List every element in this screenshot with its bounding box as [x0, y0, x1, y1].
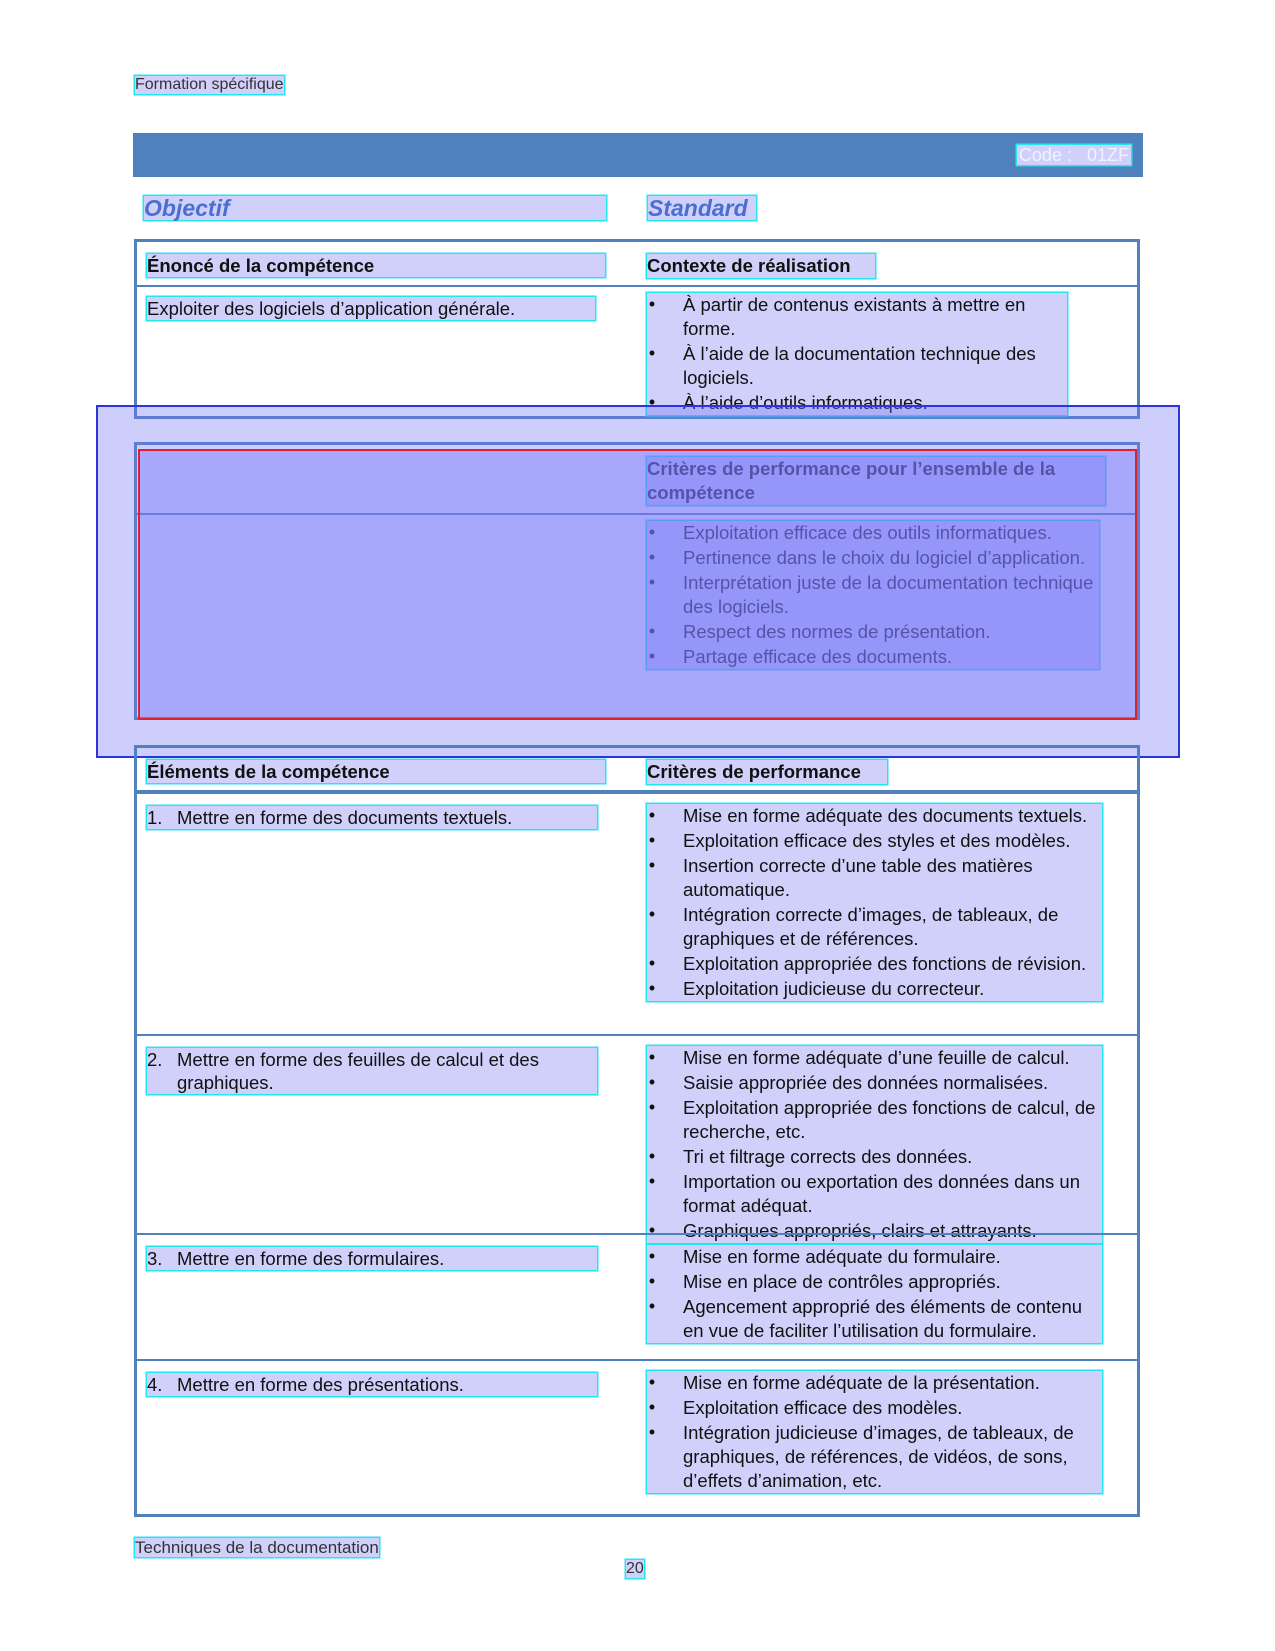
code-label-text: Code : [1018, 145, 1072, 165]
element-row [137, 1034, 1137, 1241]
element-label [147, 806, 597, 829]
list-item [647, 293, 1067, 341]
bullet-icon: • [648, 1422, 656, 1442]
performance-header: Critères de performance [647, 760, 887, 784]
bullet-icon: • [648, 805, 656, 825]
competency-statement: Exploiter des logiciels d’application générale. [147, 297, 595, 320]
list-item-text: Exploitation judicieuse du correcteur. [683, 978, 985, 999]
element-criteria-wrap [647, 804, 1102, 1002]
list-item [647, 977, 1102, 1001]
running-title: Formation spécifique [135, 76, 284, 93]
list-item [647, 1295, 1102, 1343]
statement-header: Énoncé de la compétence [147, 254, 605, 277]
list-item [647, 903, 1102, 951]
bullet-icon: • [648, 1097, 656, 1117]
list-item-text: Intégration judicieuse d’images, de tableaux, de graphiques, de références, de vidéos, de sons, d’effets d’animation, etc. [683, 1422, 1074, 1491]
list-item-text: Exploitation appropriée des fonctions de calcul, de recherche, etc. [683, 1097, 1096, 1142]
element-label [147, 1247, 597, 1270]
list-item-text: Pertinence dans le choix du logiciel d’application. [683, 547, 1086, 568]
list-item-text: Saisie appropriée des données normalisées. [683, 1072, 1049, 1093]
bullet-icon: • [648, 1171, 656, 1191]
bullet-icon: • [648, 1372, 656, 1392]
element-criteria-wrap [647, 1371, 1102, 1494]
element-criteria-list [647, 1245, 1102, 1343]
page-number: 20 [626, 1560, 644, 1577]
element-criteria-list [647, 1371, 1102, 1493]
bullet-icon: • [648, 1072, 656, 1092]
list-item-text: Exploitation efficace des modèles. [683, 1397, 963, 1418]
element-label [147, 1048, 597, 1094]
list-item-text: Agencement approprié des éléments de contenu en vue de faciliter l’utilisation du formulaire. [683, 1296, 1083, 1341]
elements-header: Éléments de la compétence [147, 760, 605, 783]
list-item [647, 1096, 1102, 1144]
list-item [647, 1421, 1102, 1493]
bullet-icon: • [648, 646, 656, 666]
list-item-text: Partage efficace des documents. [683, 646, 953, 667]
list-item-text: Mise en forme adéquate des documents textuels. [683, 805, 1088, 826]
context-list [647, 293, 1067, 415]
element-text: Mettre en forme des feuilles de calcul et des graphiques. [177, 1049, 539, 1093]
bullet-icon: • [648, 1296, 656, 1316]
elements-box [134, 745, 1140, 1517]
bullet-icon: • [648, 343, 656, 363]
list-item-text: Exploitation efficace des outils informatiques. [683, 522, 1052, 543]
element-number: 4. [147, 1374, 163, 1395]
list-item [647, 1371, 1102, 1395]
bullet-icon: • [648, 855, 656, 875]
statement-box [134, 239, 1140, 419]
bullet-icon: • [648, 1246, 656, 1266]
element-text: Mettre en forme des présentations. [177, 1374, 464, 1395]
bullet-icon: • [648, 1271, 656, 1291]
context-header: Contexte de réalisation [647, 254, 875, 278]
elements-header-row [137, 748, 1137, 792]
list-item [647, 1396, 1102, 1420]
footer-program: Techniques de la documentation [135, 1538, 379, 1557]
element-label [147, 1373, 597, 1396]
element-text: Mettre en forme des documents textuels. [177, 807, 513, 828]
list-item-text: Tri et filtrage corrects des données. [683, 1146, 973, 1167]
element-number: 3. [147, 1248, 163, 1269]
bullet-icon: • [648, 830, 656, 850]
element-number: 1. [147, 807, 163, 828]
list-item-text: Graphiques appropriés, clairs et attrayants. [683, 1220, 1037, 1241]
list-item [647, 1170, 1102, 1218]
list-item-text: Mise en forme adéquate d’une feuille de calcul. [683, 1047, 1070, 1068]
overall-criteria-header: Critères de performance pour l’ensemble de la compétence [647, 457, 1105, 505]
bullet-icon: • [648, 1397, 656, 1417]
bullet-icon: • [648, 522, 656, 542]
list-item [647, 804, 1102, 828]
element-criteria-wrap [647, 1245, 1102, 1344]
bullet-icon: • [648, 1220, 656, 1240]
bullet-icon: • [648, 572, 656, 592]
selection-frame [138, 449, 1137, 720]
element-row [137, 792, 1137, 1034]
list-item [647, 952, 1102, 976]
list-item-text: À l’aide d’outils informatiques. [683, 392, 928, 413]
list-item-text: Exploitation efficace des styles et des modèles. [683, 830, 1071, 851]
standard-heading: Standard [648, 196, 756, 220]
list-item [647, 342, 1067, 390]
list-item [647, 1046, 1102, 1070]
bullet-icon: • [648, 294, 656, 314]
list-item-text: À l’aide de la documentation technique des logiciels. [683, 343, 1036, 388]
list-item-text: Mise en place de contrôles appropriés. [683, 1271, 1001, 1292]
list-item-text: Exploitation appropriée des fonctions de révision. [683, 953, 1087, 974]
context-list-wrap [647, 293, 1067, 416]
list-item-text: Intégration correcte d’images, de tableaux, de graphiques et de références. [683, 904, 1059, 949]
code-value: 01ZF [1086, 145, 1129, 165]
list-item-text: Importation ou exportation des données dans un format adéquat. [683, 1171, 1081, 1216]
bullet-icon: • [648, 392, 656, 412]
list-item-text: Mise en forme adéquate de la présentation. [683, 1372, 1040, 1393]
list-item [647, 1270, 1102, 1294]
bullet-icon: • [648, 978, 656, 998]
list-item [647, 854, 1102, 902]
list-item-text: Insertion correcte d’une table des matières automatique. [683, 855, 1033, 900]
element-number: 2. [147, 1049, 163, 1070]
list-item [647, 1145, 1102, 1169]
list-item [647, 1071, 1102, 1095]
list-item-text: À partir de contenus existants à mettre en forme. [683, 294, 1026, 339]
statement-header-row [137, 242, 1137, 287]
list-item-text: Interprétation juste de la documentation technique des logiciels. [683, 572, 1094, 617]
list-item [647, 1245, 1102, 1269]
code-label [1017, 145, 1131, 165]
bullet-icon: • [648, 1146, 656, 1166]
element-criteria-list [647, 1046, 1102, 1243]
element-criteria-wrap [647, 1046, 1102, 1244]
objective-heading: Objectif [144, 196, 606, 220]
bullet-icon: • [648, 904, 656, 924]
element-text: Mettre en forme des formulaires. [177, 1248, 445, 1269]
element-criteria-list [647, 804, 1102, 1001]
list-item-text: Mise en forme adéquate du formulaire. [683, 1246, 1001, 1267]
list-item-text: Respect des normes de présentation. [683, 621, 991, 642]
bullet-icon: • [648, 953, 656, 973]
code-bar [133, 133, 1143, 177]
bullet-icon: • [648, 547, 656, 567]
bullet-icon: • [648, 1047, 656, 1067]
list-item [647, 829, 1102, 853]
element-row [137, 1233, 1137, 1359]
element-row [137, 1359, 1137, 1514]
bullet-icon: • [648, 621, 656, 641]
